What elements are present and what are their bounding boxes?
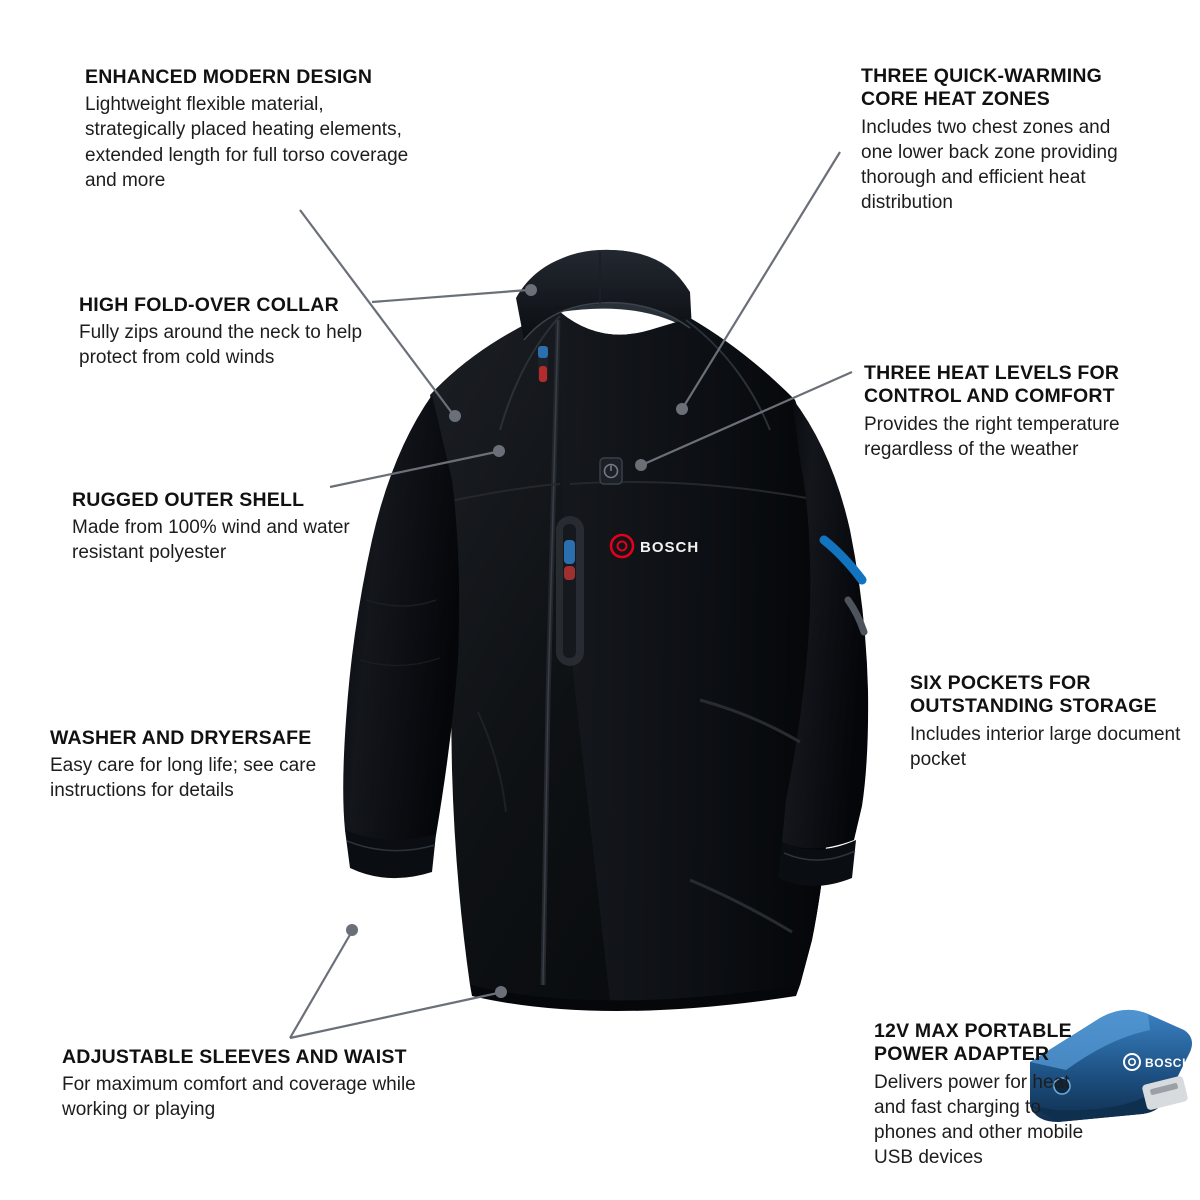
callout-title: THREE QUICK-WARMING CORE HEAT ZONES — [861, 65, 1103, 111]
callout-rugged-outer-shell — [72, 489, 362, 566]
callout-body: Made from 100% wind and water resistant polyester — [72, 517, 350, 564]
callout-washer-and-dryersafe — [50, 727, 350, 804]
callout-title: ADJUSTABLE SLEEVES AND WAIST — [62, 1046, 407, 1068]
callout-body: Delivers power for heat and fast charging to phones and other mobile USB devices — [874, 1071, 1084, 1169]
svg-text:BOSCH: BOSCH — [1145, 1056, 1192, 1070]
callout-six-pockets — [910, 672, 1182, 772]
callout-body: For maximum comfort and coverage while working or playing — [62, 1074, 416, 1121]
callout-high-fold-over-collar — [79, 294, 389, 371]
callout-body: Fully zips around the neck to help protect from cold winds — [79, 322, 363, 369]
callout-body: Easy care for long life; see care instructions for details — [50, 755, 317, 802]
callout-body: Lightweight flexible material, strategically placed heating elements, extended length for full torso coverage and more — [85, 94, 409, 191]
callout-three-quick-warming-core-heat-zones — [861, 65, 1131, 215]
callout-title: THREE HEAT LEVELS FOR CONTROL AND COMFORT — [864, 362, 1120, 408]
callout-body: Includes interior large document pocket — [910, 723, 1181, 770]
callout-title: HIGH FOLD-OVER COLLAR — [79, 294, 339, 316]
callout-enhanced-modern-design — [85, 66, 415, 193]
callout-title: RUGGED OUTER SHELL — [72, 489, 305, 511]
jacket-illustration — [343, 250, 868, 1011]
callout-title: SIX POCKETS FOR OUTSTANDING STORAGE — [910, 672, 1157, 718]
svg-text:BOSCH: BOSCH — [640, 539, 700, 556]
callout-body: Provides the right temperature regardless of the weather — [864, 413, 1120, 460]
callout-power-adapter — [874, 1020, 1099, 1170]
callout-adjustable-sleeves-and-waist — [62, 1046, 452, 1123]
callout-body: Includes two chest zones and one lower back zone providing thorough and efficient heat distribution — [861, 116, 1118, 214]
callout-title: 12V MAX PORTABLE POWER ADAPTER — [874, 1020, 1072, 1066]
callout-three-heat-levels — [864, 362, 1142, 462]
callout-title: WASHER AND DRYERSAFE — [50, 727, 312, 749]
callout-title: ENHANCED MODERN DESIGN — [85, 66, 373, 88]
